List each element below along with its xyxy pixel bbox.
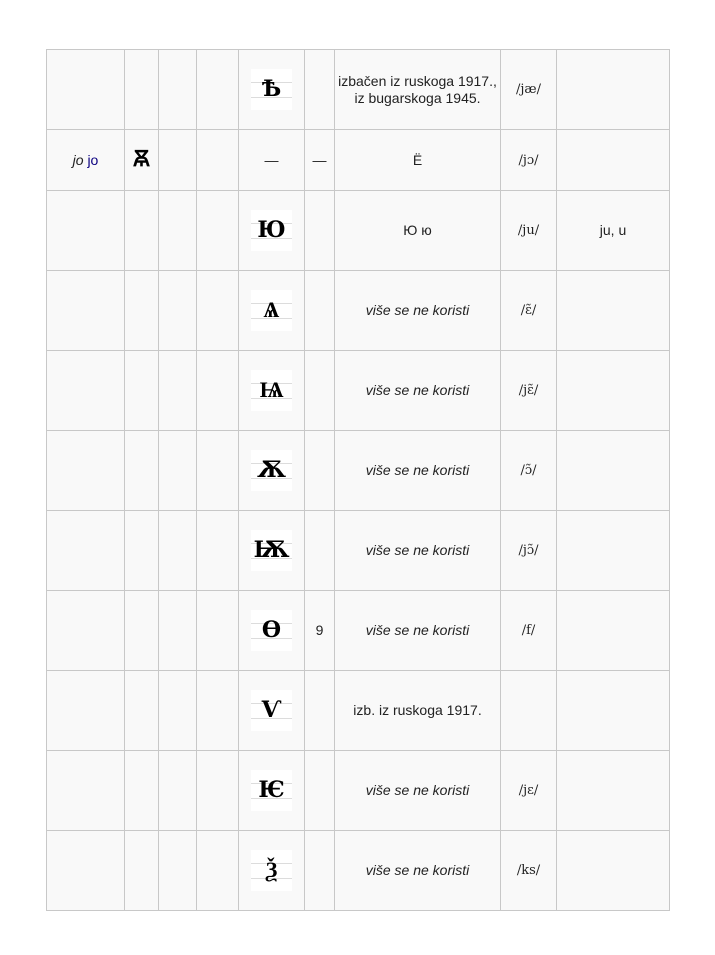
ipa-text: /jæ/ xyxy=(515,82,541,97)
note-text: više se ne koristi xyxy=(365,302,470,318)
table-row xyxy=(47,831,670,911)
cell-empty xyxy=(197,191,239,271)
note-cell xyxy=(335,431,501,511)
note-cell xyxy=(335,751,501,831)
cell-empty xyxy=(305,431,335,511)
table-row xyxy=(47,50,670,130)
note-cell xyxy=(335,831,501,911)
glyph-cell xyxy=(239,50,305,130)
ipa-cell xyxy=(501,751,557,831)
cell-empty xyxy=(159,130,197,191)
cell-empty xyxy=(197,671,239,751)
example-italic: jo xyxy=(72,151,84,168)
alphabet-table xyxy=(46,49,670,911)
cell-empty xyxy=(197,50,239,130)
cell-empty xyxy=(557,431,670,511)
note-text: više se ne koristi xyxy=(365,462,470,478)
table-row xyxy=(47,271,670,351)
cell-empty xyxy=(47,751,125,831)
cell-empty xyxy=(305,191,335,271)
iotified-big-yus-glyph-image[interactable]: Ѭ xyxy=(251,530,292,571)
glyph-cell xyxy=(239,831,305,911)
cell-empty xyxy=(159,671,197,751)
dash-text: — xyxy=(312,151,327,168)
cell-empty xyxy=(557,130,670,191)
table-row xyxy=(47,130,670,191)
note-text: više se ne koristi xyxy=(365,382,470,398)
table-row xyxy=(47,751,670,831)
cell-empty xyxy=(197,431,239,511)
cell-empty xyxy=(47,831,125,911)
note-text: više se ne koristi xyxy=(365,782,470,798)
cell-empty xyxy=(125,271,159,351)
table-row xyxy=(47,431,670,511)
ipa-cell xyxy=(501,130,557,191)
little-yus-glyph-image[interactable]: Ѧ xyxy=(251,290,292,331)
cell-empty xyxy=(305,511,335,591)
cell-empty xyxy=(305,671,335,751)
cell-empty xyxy=(125,751,159,831)
cell-empty xyxy=(557,591,670,671)
table-row xyxy=(47,191,670,271)
ipa-text: /jɔ̃/ xyxy=(518,543,539,558)
cell-empty xyxy=(159,50,197,130)
note-text: više se ne koristi xyxy=(365,622,470,638)
glyph-cell xyxy=(239,271,305,351)
table-row xyxy=(47,671,670,751)
ipa-text: /ks/ xyxy=(516,863,541,878)
cell-empty xyxy=(125,511,159,591)
cell-empty xyxy=(557,511,670,591)
dash-cell xyxy=(305,130,335,191)
ipa-text: /jɛ/ xyxy=(518,783,539,798)
cell-empty xyxy=(125,191,159,271)
glyph-cell xyxy=(239,351,305,431)
cell-empty xyxy=(197,271,239,351)
big-yus-glyph-image[interactable]: Ѫ xyxy=(251,450,292,491)
cell-empty xyxy=(159,271,197,351)
note-cell xyxy=(335,130,501,191)
ipa-cell xyxy=(501,50,557,130)
number-cell xyxy=(305,591,335,671)
note-text: više se ne koristi xyxy=(365,542,470,558)
cell-empty xyxy=(501,671,557,751)
translit-text: ju, u xyxy=(599,222,627,238)
note-cell xyxy=(335,671,501,751)
ksi-glyph-image[interactable]: Ѯ xyxy=(251,850,292,891)
ipa-cell xyxy=(501,271,557,351)
dash-cell xyxy=(239,130,305,191)
ipa-text: /ɛ̃/ xyxy=(520,303,537,318)
cell-empty xyxy=(47,431,125,511)
note-cell xyxy=(335,191,501,271)
note-text: Ю ю xyxy=(403,222,432,238)
note-cell xyxy=(335,591,501,671)
yat-glyph-image[interactable]: Ѣ xyxy=(251,69,292,110)
cell-empty xyxy=(125,431,159,511)
ipa-text: /ju/ xyxy=(517,223,540,238)
ipa-cell xyxy=(501,511,557,591)
cell-empty xyxy=(305,831,335,911)
note-text: izbačen iz ruskoga 1917., iz bugarskoga 1945. xyxy=(338,72,497,106)
ipa-cell xyxy=(501,831,557,911)
note-cell xyxy=(335,511,501,591)
glyph-cell xyxy=(239,431,305,511)
transliteration-cell xyxy=(47,130,125,191)
table-row xyxy=(47,351,670,431)
cell-empty xyxy=(197,351,239,431)
cell-empty xyxy=(557,831,670,911)
cell-empty xyxy=(159,191,197,271)
cell-empty xyxy=(125,50,159,130)
cell-empty xyxy=(197,511,239,591)
note-text: više se ne koristi xyxy=(365,862,470,878)
cell-empty xyxy=(197,751,239,831)
ipa-cell xyxy=(501,431,557,511)
cell-empty xyxy=(159,511,197,591)
cell-empty xyxy=(159,751,197,831)
ipa-text: /jɛ̃/ xyxy=(518,383,539,398)
cell-empty xyxy=(125,351,159,431)
table-row xyxy=(47,591,670,671)
cell-empty xyxy=(125,591,159,671)
cell-empty xyxy=(47,591,125,671)
glyph-cell xyxy=(239,671,305,751)
cell-empty xyxy=(125,831,159,911)
cell-empty xyxy=(159,591,197,671)
ipa-text: /ɔ̃/ xyxy=(520,463,537,478)
cell-empty xyxy=(159,431,197,511)
yu-glyph-image[interactable]: Ю xyxy=(251,210,292,251)
note-cell xyxy=(335,50,501,130)
cell-empty xyxy=(159,351,197,431)
cell-empty xyxy=(47,511,125,591)
glyph-cell xyxy=(239,511,305,591)
ipa-cell xyxy=(501,351,557,431)
ipa-text: /jɔ/ xyxy=(518,152,539,168)
ipa-cell xyxy=(501,591,557,671)
glyph-cell xyxy=(239,751,305,831)
cell-empty xyxy=(47,671,125,751)
izhitsa-glyph-image[interactable]: Ѵ xyxy=(251,690,292,731)
cell-empty xyxy=(305,271,335,351)
cell-empty xyxy=(197,591,239,671)
example-link[interactable]: jo xyxy=(87,151,99,168)
cell-empty xyxy=(305,351,335,431)
iotified-a-glyph: Ꙛ xyxy=(133,145,150,172)
ipa-text: /f/ xyxy=(521,623,536,638)
note-text: Ë xyxy=(412,151,423,168)
cell-empty xyxy=(557,671,670,751)
ipa-cell xyxy=(501,191,557,271)
translit-cell xyxy=(557,191,670,271)
cell-empty xyxy=(47,271,125,351)
cell-empty xyxy=(557,271,670,351)
cell-empty xyxy=(197,831,239,911)
cell-empty xyxy=(47,50,125,130)
note-cell xyxy=(335,271,501,351)
cell-empty xyxy=(47,191,125,271)
fita-glyph-image[interactable]: Ѳ xyxy=(251,610,292,651)
glyph-cell xyxy=(239,591,305,671)
dash-text: — xyxy=(264,151,279,168)
cell-empty xyxy=(557,50,670,130)
cell-empty xyxy=(305,751,335,831)
numeric-value: 9 xyxy=(315,622,324,638)
cell-empty xyxy=(557,751,670,831)
cell-empty xyxy=(557,351,670,431)
note-text: izb. iz ruskoga 1917. xyxy=(353,702,482,718)
cell-empty xyxy=(305,50,335,130)
glyph-cell xyxy=(239,191,305,271)
iotified-little-yus-glyph-image[interactable]: Ѩ xyxy=(251,370,292,411)
table-row xyxy=(47,511,670,591)
note-cell xyxy=(335,351,501,431)
cell-empty xyxy=(159,831,197,911)
cell-empty xyxy=(125,671,159,751)
cell-empty xyxy=(197,130,239,191)
cell-empty xyxy=(47,351,125,431)
iotified-e-glyph-image[interactable]: Ѥ xyxy=(251,770,292,811)
glyph-cell xyxy=(125,130,159,191)
